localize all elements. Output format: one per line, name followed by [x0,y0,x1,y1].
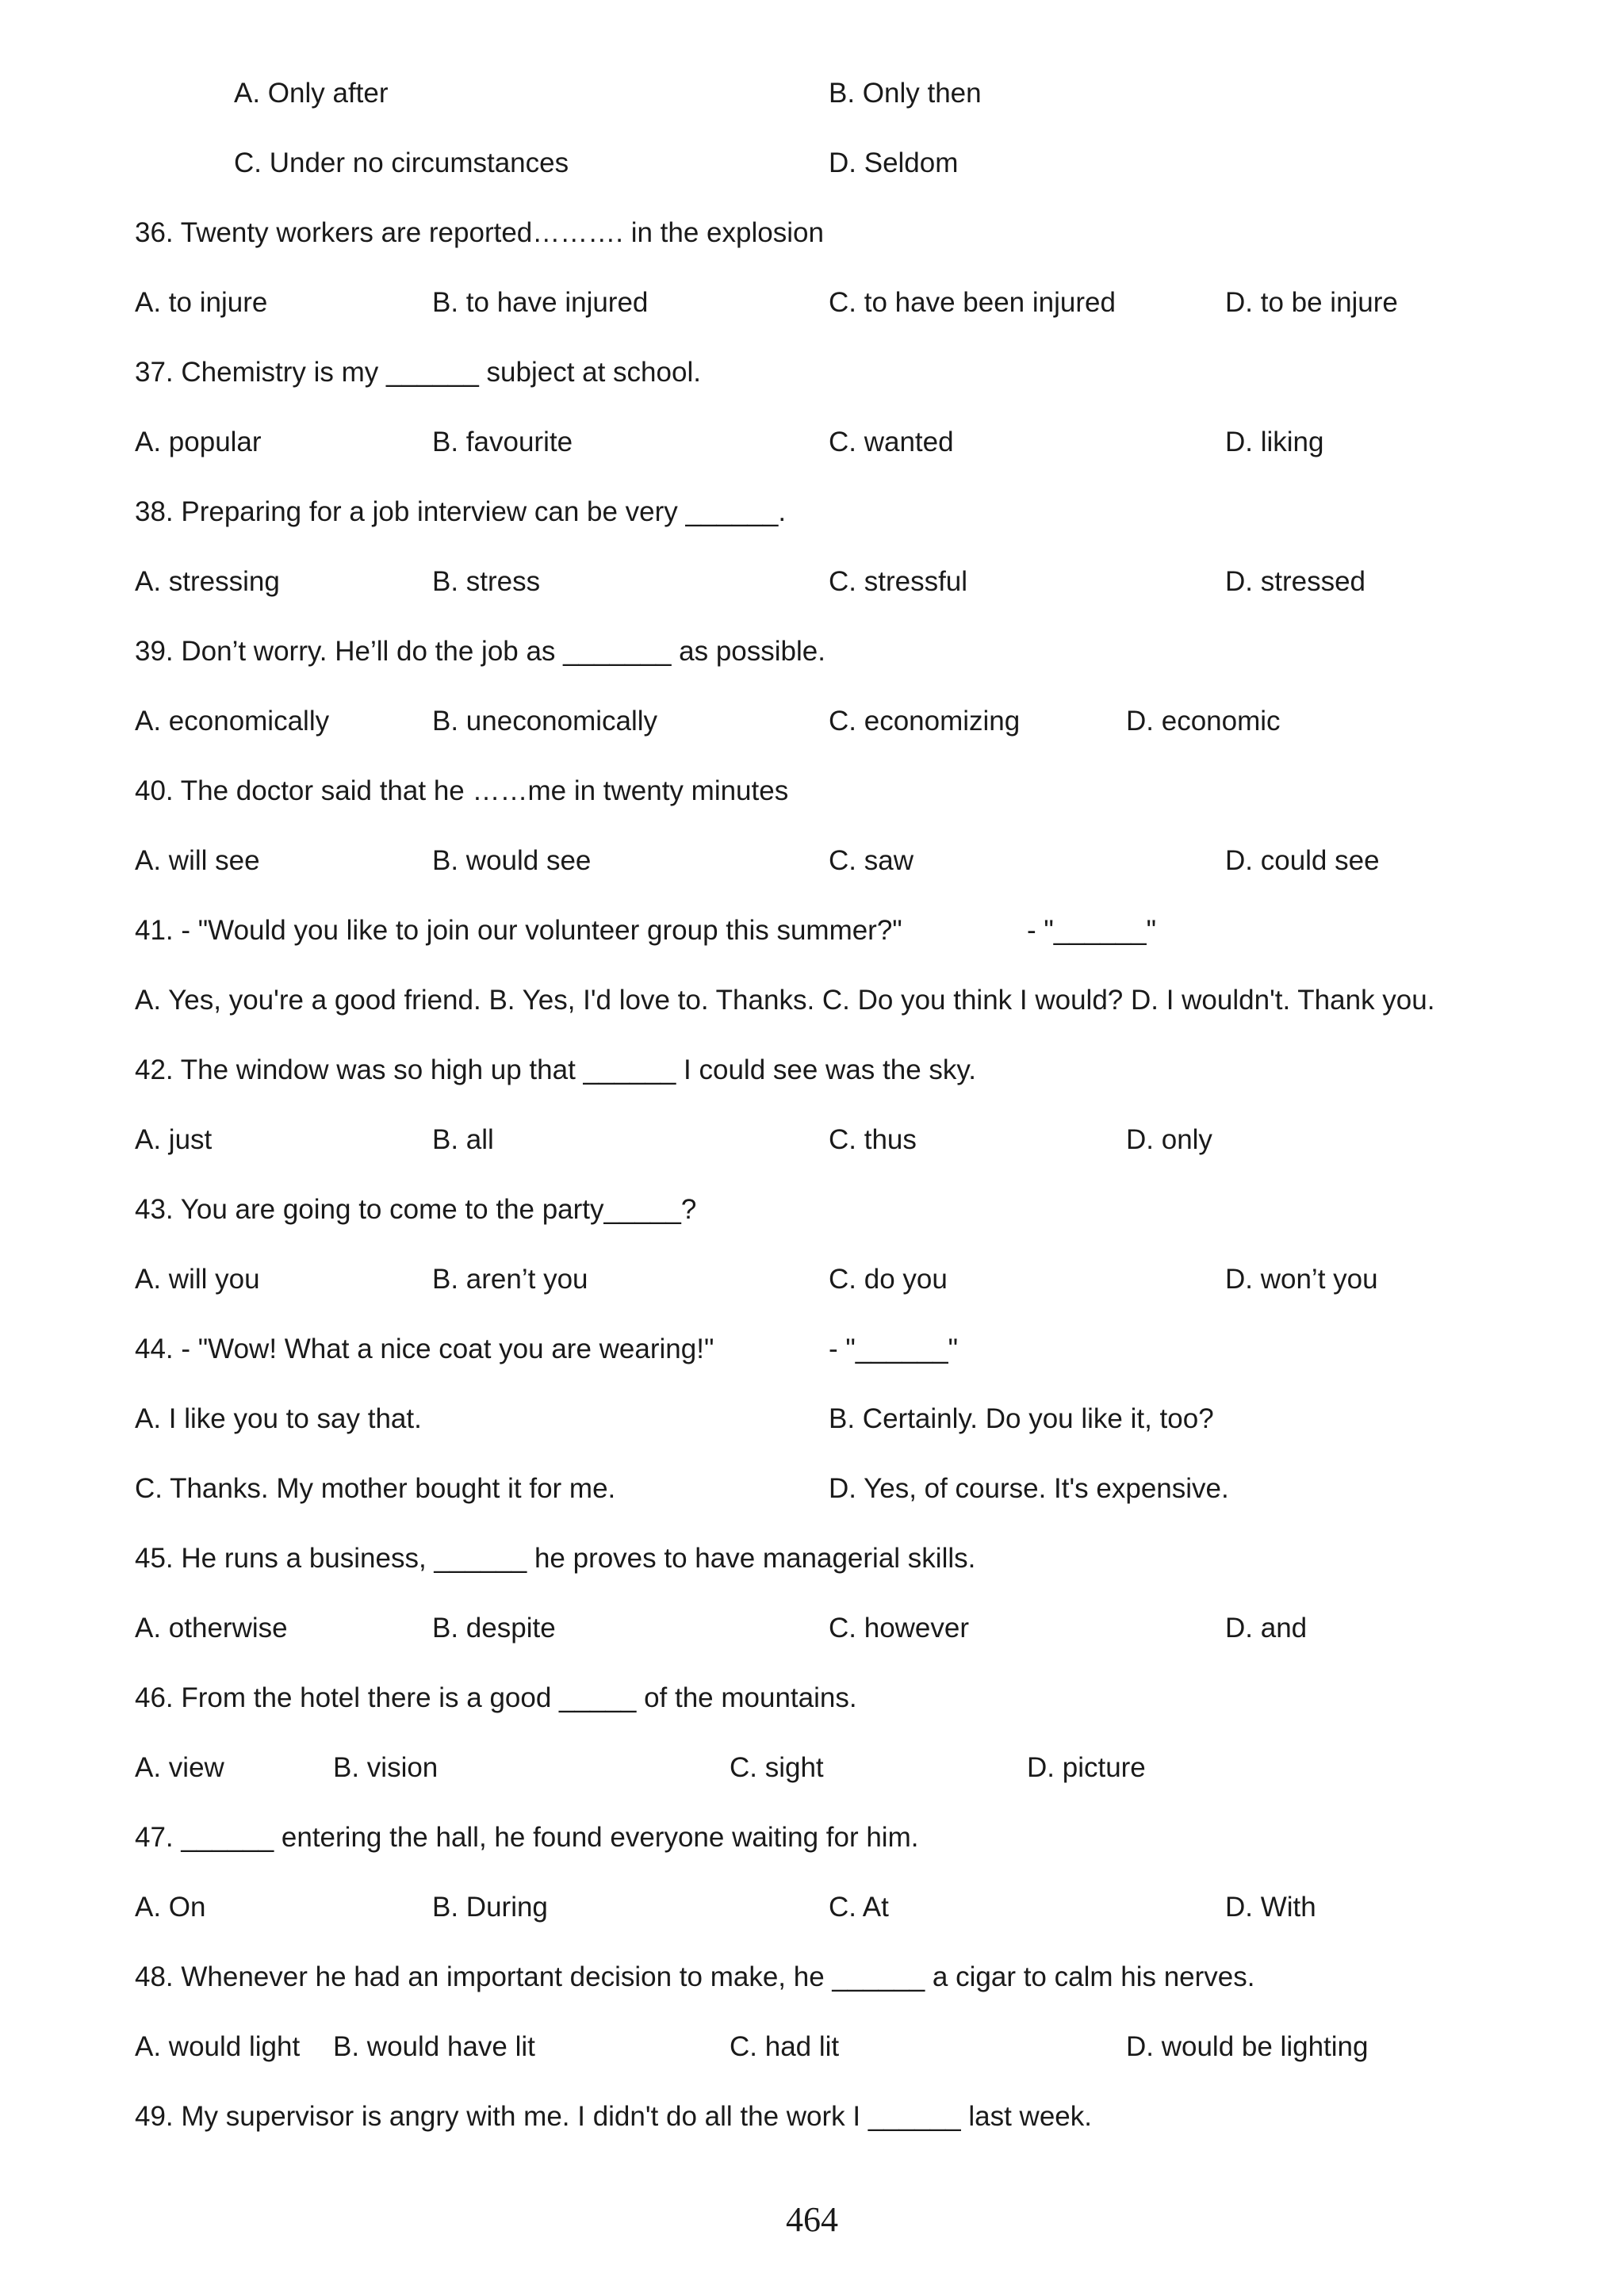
q47-options [135,1884,1529,1931]
q46-option-c: C. sight [730,1752,824,1783]
q35-option-b: B. Only then [829,78,982,109]
q48-options [135,2023,1529,2071]
q47-stem [135,1814,1529,1862]
q39-option-a: A. economically [135,706,330,737]
q39-stem [135,628,1529,675]
q38-stem [135,488,1529,536]
q37-option-a: A. popular [135,427,262,457]
q45-option-c: C. however [829,1613,970,1644]
q37-option-b: B. favourite [432,427,573,457]
q47-option-b: B. During [432,1892,548,1923]
q45-options [135,1605,1529,1652]
q46-option-a: A. view [135,1752,224,1783]
q36-option-c: C. to have been injured [829,287,1116,318]
q36-option-a: A. to injure [135,287,268,318]
q44-stem-text: 44. - "Wow! What a nice coat you are wearing!" [135,1334,714,1364]
q38-option-c: C. stressful [829,566,968,597]
q48-stem-text: 48. Whenever he had an important decision to make, he ______ a cigar to calm his nerves. [135,1961,1255,1992]
q44-options-row-1 [135,1395,1529,1443]
q47-option-a: A. On [135,1892,206,1923]
q43-option-d: D. won’t you [1225,1264,1378,1295]
q42-stem-text: 42. The window was so high up that ______ I could see was the sky. [135,1054,977,1085]
q47-option-d: D. With [1225,1892,1316,1923]
q39-options [135,698,1529,745]
q40-option-b: B. would see [432,845,592,876]
q46-option-d: D. picture [1027,1752,1146,1783]
q49-stem [135,2093,1529,2141]
q45-option-d: D. and [1225,1613,1308,1644]
q40-stem-text: 40. The doctor said that he ……me in twenty minutes [135,775,789,806]
q38-options [135,558,1529,606]
q36-option-b: B. to have injured [432,287,649,318]
q40-option-c: C. saw [829,845,914,876]
q35-option-c: C. Under no circumstances [234,147,569,178]
q35-option-a: A. Only after [234,78,389,109]
q42-option-c: C. thus [829,1124,917,1155]
q43-option-a: A. will you [135,1264,260,1295]
q38-option-b: B. stress [432,566,541,597]
q42-option-b: B. all [432,1124,494,1155]
q35-option-d: D. Seldom [829,147,959,178]
q42-option-d: D. only [1126,1124,1212,1155]
q38-stem-text: 38. Preparing for a job interview can be very ______. [135,496,787,527]
q44-reply-blank: - "______" [829,1334,959,1364]
q44-option-b: B. Certainly. Do you like it, too? [829,1403,1214,1434]
q40-option-a: A. will see [135,845,260,876]
q46-option-b: B. vision [333,1752,439,1783]
q39-option-d: D. economic [1126,706,1281,737]
q42-option-a: A. just [135,1124,213,1155]
q48-stem [135,1954,1529,2001]
q41-options [135,977,1529,1024]
q37-stem-text: 37. Chemistry is my ______ subject at school. [135,357,701,388]
q43-option-b: B. aren’t you [432,1264,588,1295]
q38-option-a: A. stressing [135,566,280,597]
q48-option-d: D. would be lighting [1126,2031,1369,2062]
q41-stem-text: 41. - "Would you like to join our volunteer group this summer?" [135,915,902,946]
q35-options-row-2 [234,140,1529,187]
q37-options [135,419,1529,466]
q44-option-d: D. Yes, of course. It's expensive. [829,1473,1229,1504]
q47-option-c: C. At [829,1892,889,1923]
q44-option-a: A. I like you to say that. [135,1403,422,1434]
q40-options [135,837,1529,885]
q35-options-row-1 [234,70,1529,117]
q43-option-c: C. do you [829,1264,948,1295]
q48-option-a: A. would light [135,2031,301,2062]
q46-stem [135,1674,1529,1722]
q43-options [135,1256,1529,1303]
q48-option-c: C. had lit [730,2031,840,2062]
q36-options [135,279,1529,327]
q44-options-row-2 [135,1465,1529,1513]
q49-stem-text: 49. My supervisor is angry with me. I didn't do all the work I ______ last week. [135,2101,1092,2132]
q46-stem-text: 46. From the hotel there is a good _____ of the mountains. [135,1682,857,1713]
q37-option-c: C. wanted [829,427,954,457]
q39-option-c: C. economizing [829,706,1021,737]
q44-option-c: C. Thanks. My mother bought it for me. [135,1473,616,1504]
q45-stem-text: 45. He runs a business, ______ he proves to have managerial skills. [135,1543,976,1574]
q36-stem-text: 36. Twenty workers are reported………. in the explosion [135,217,824,248]
q41-stem [135,907,1529,955]
q38-option-d: D. stressed [1225,566,1365,597]
q47-stem-text: 47. ______ entering the hall, he found everyone waiting for him. [135,1822,919,1853]
q36-option-d: D. to be injure [1225,287,1398,318]
q41-reply-blank: - "______" [1027,915,1157,946]
q43-stem [135,1186,1529,1234]
q46-options [135,1744,1529,1792]
q42-options [135,1116,1529,1164]
q40-stem [135,767,1529,815]
q45-option-b: B. despite [432,1613,556,1644]
q37-option-d: D. liking [1225,427,1324,457]
q42-stem [135,1047,1529,1094]
q36-stem [135,209,1529,257]
q45-option-a: A. otherwise [135,1613,288,1644]
q37-stem [135,349,1529,396]
q44-stem [135,1326,1529,1373]
q41-options-text: A. Yes, you're a good friend. B. Yes, I'd love to. Thanks. C. Do you think I would? D. I wouldn't. Thank you. [135,985,1435,1016]
q39-stem-text: 39. Don’t worry. He’ll do the job as _______ as possible. [135,636,825,667]
page-number: 464 [786,2200,838,2239]
q43-stem-text: 43. You are going to come to the party_____? [135,1194,697,1225]
q45-stem [135,1535,1529,1582]
q48-option-b: B. would have lit [333,2031,535,2062]
q39-option-b: B. uneconomically [432,706,658,737]
q40-option-d: D. could see [1225,845,1380,876]
